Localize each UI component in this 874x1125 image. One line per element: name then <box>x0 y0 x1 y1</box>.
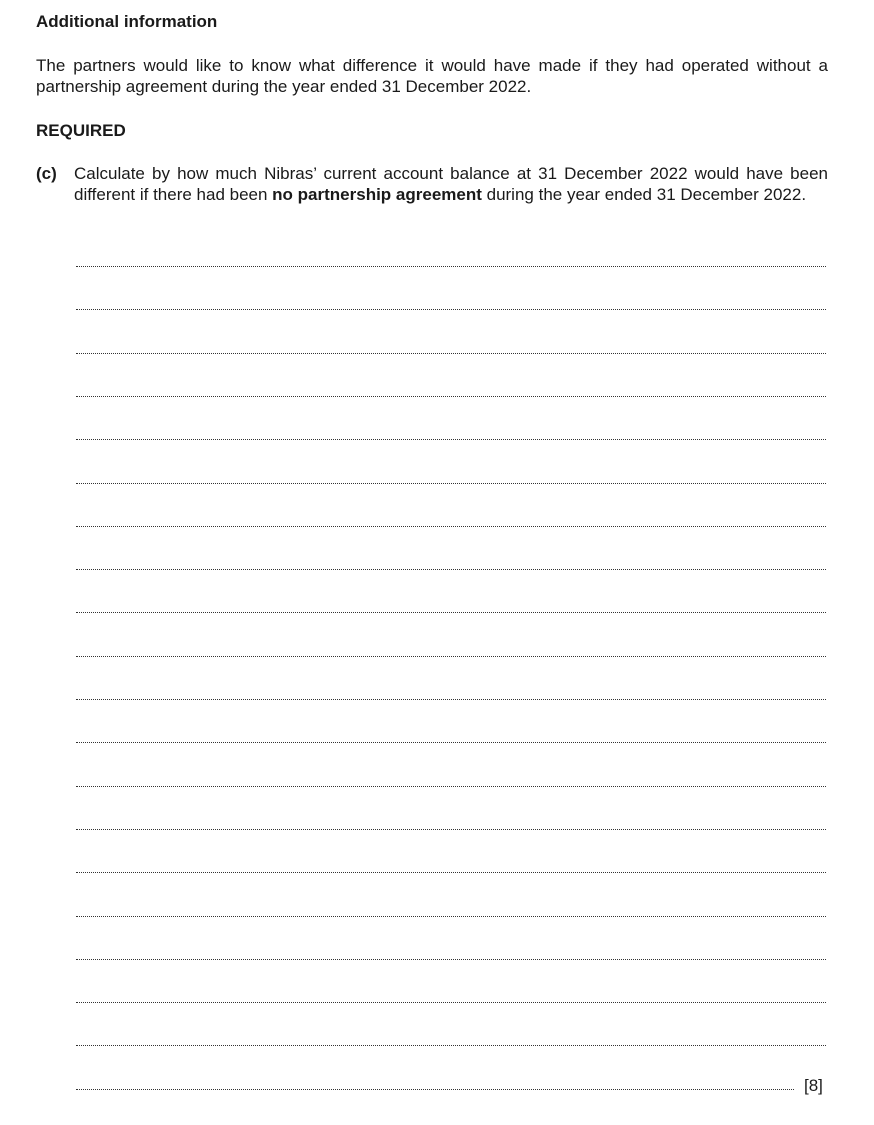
answer-line[interactable] <box>76 699 826 700</box>
answer-line[interactable] <box>76 439 826 440</box>
question-text-end: during the year ended 31 December 2022. <box>481 185 807 204</box>
required-heading: REQUIRED <box>36 121 126 140</box>
answer-line[interactable] <box>76 656 826 657</box>
answer-line[interactable] <box>76 353 826 354</box>
answer-line[interactable] <box>76 786 826 787</box>
answer-line[interactable] <box>76 829 826 830</box>
answer-line[interactable] <box>76 396 826 397</box>
answer-area[interactable] <box>76 0 826 1125</box>
answer-line[interactable] <box>76 1089 794 1090</box>
answer-line[interactable] <box>76 1002 826 1003</box>
answer-line[interactable] <box>76 526 826 527</box>
marks-label: [8] <box>804 1076 823 1095</box>
answer-line[interactable] <box>76 872 826 873</box>
answer-line[interactable] <box>76 1045 826 1046</box>
answer-line[interactable] <box>76 266 826 267</box>
answer-line[interactable] <box>76 483 826 484</box>
answer-line[interactable] <box>76 569 826 570</box>
question-text-emphasis: no partnership agreement <box>272 185 482 204</box>
section-heading: Additional information <box>36 12 218 31</box>
question-text-start: Calculate by how much Nibras’ current account balance at 31 December 2022 would have been different if there had been <box>74 164 828 204</box>
answer-line[interactable] <box>76 742 826 743</box>
question-label: (c) <box>36 164 57 183</box>
answer-line[interactable] <box>76 916 826 917</box>
answer-line[interactable] <box>76 959 826 960</box>
answer-line[interactable] <box>76 309 826 310</box>
intro-paragraph: The partners would like to know what difference it would have made if they had operated without a partnership agreement during the year ended 31 December 2022. <box>36 56 828 96</box>
answer-line[interactable] <box>76 612 826 613</box>
